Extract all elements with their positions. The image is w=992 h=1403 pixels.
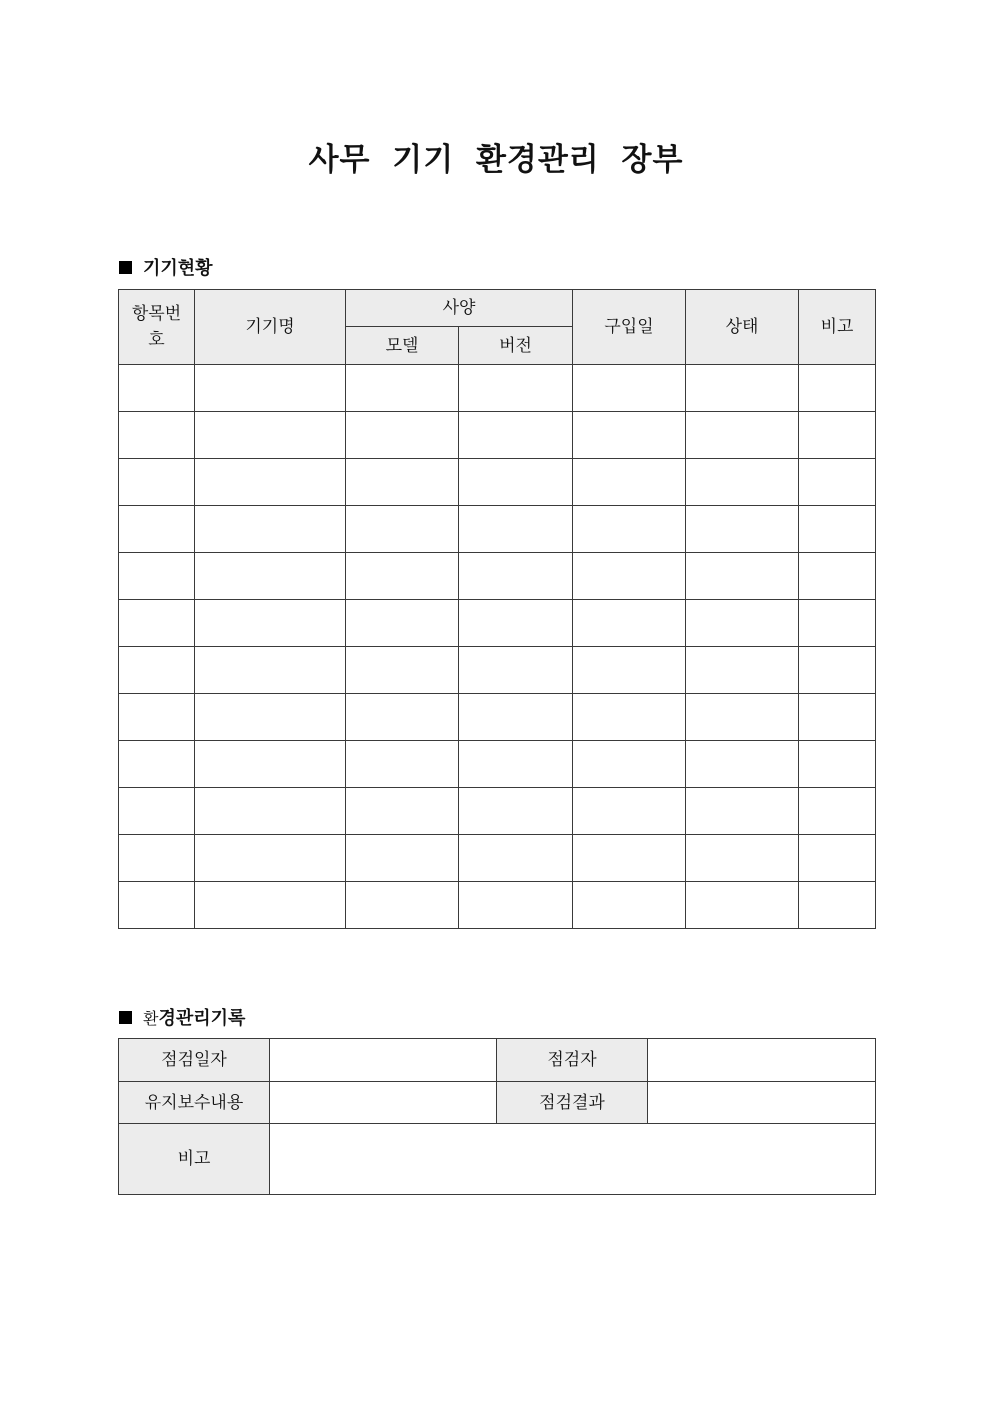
header-model: 모델	[346, 327, 459, 365]
header-status: 상태	[686, 290, 799, 365]
cell-purchase-date[interactable]	[573, 835, 686, 882]
cell-status[interactable]	[686, 694, 799, 741]
cell-item-no[interactable]	[119, 835, 195, 882]
cell-item-no[interactable]	[119, 506, 195, 553]
cell-device-name[interactable]	[195, 835, 346, 882]
cell-purchase-date[interactable]	[573, 741, 686, 788]
cell-item-no[interactable]	[119, 600, 195, 647]
cell-version[interactable]	[459, 882, 573, 929]
cell-model[interactable]	[346, 835, 459, 882]
label-inspector: 점검자	[497, 1039, 648, 1082]
cell-status[interactable]	[686, 835, 799, 882]
cell-version[interactable]	[459, 365, 573, 412]
cell-purchase-date[interactable]	[573, 647, 686, 694]
cell-model[interactable]	[346, 553, 459, 600]
cell-model[interactable]	[346, 600, 459, 647]
label-maintenance: 유지보수내용	[119, 1082, 270, 1124]
section-heading-equipment	[119, 254, 213, 280]
table-row	[119, 412, 876, 459]
cell-item-no[interactable]	[119, 741, 195, 788]
table-row	[119, 882, 876, 929]
header-item-no: 항목번호	[119, 290, 195, 365]
cell-purchase-date[interactable]	[573, 788, 686, 835]
header-version: 버전	[459, 327, 573, 365]
cell-device-name[interactable]	[195, 741, 346, 788]
table-row	[119, 553, 876, 600]
cell-status[interactable]	[686, 365, 799, 412]
cell-remarks[interactable]	[799, 365, 876, 412]
table-row	[119, 835, 876, 882]
cell-remarks[interactable]	[799, 882, 876, 929]
cell-device-name[interactable]	[195, 412, 346, 459]
square-bullet-icon	[119, 1011, 132, 1024]
cell-status[interactable]	[686, 412, 799, 459]
cell-item-no[interactable]	[119, 459, 195, 506]
value-inspector[interactable]	[648, 1039, 876, 1082]
cell-version[interactable]	[459, 694, 573, 741]
header-purchase-date: 구입일	[573, 290, 686, 365]
cell-device-name[interactable]	[195, 365, 346, 412]
cell-item-no[interactable]	[119, 365, 195, 412]
cell-item-no[interactable]	[119, 647, 195, 694]
cell-purchase-date[interactable]	[573, 694, 686, 741]
table-row	[119, 741, 876, 788]
cell-version[interactable]	[459, 553, 573, 600]
label-result: 점검결과	[497, 1082, 648, 1124]
cell-purchase-date[interactable]	[573, 553, 686, 600]
cell-model[interactable]	[346, 412, 459, 459]
cell-remarks[interactable]	[799, 835, 876, 882]
cell-status[interactable]	[686, 553, 799, 600]
cell-model[interactable]	[346, 365, 459, 412]
cell-version[interactable]	[459, 600, 573, 647]
cell-item-no[interactable]	[119, 412, 195, 459]
cell-item-no[interactable]	[119, 788, 195, 835]
cell-item-no[interactable]	[119, 882, 195, 929]
cell-device-name[interactable]	[195, 459, 346, 506]
page-title: 사무 기기 환경관리 장부	[308, 142, 684, 178]
cell-item-no[interactable]	[119, 553, 195, 600]
cell-status[interactable]	[686, 600, 799, 647]
table-row	[119, 506, 876, 553]
header-device-name: 기기명	[195, 290, 346, 365]
cell-version[interactable]	[459, 459, 573, 506]
cell-purchase-date[interactable]	[573, 600, 686, 647]
cell-model[interactable]	[346, 788, 459, 835]
cell-model[interactable]	[346, 647, 459, 694]
cell-remarks[interactable]	[799, 741, 876, 788]
cell-status[interactable]	[686, 506, 799, 553]
section-heading-text: 경관리기록	[158, 1008, 246, 1029]
cell-device-name[interactable]	[195, 882, 346, 929]
record-table	[118, 1038, 876, 1195]
cell-remarks[interactable]	[799, 600, 876, 647]
table-row	[119, 788, 876, 835]
cell-status[interactable]	[686, 647, 799, 694]
value-result[interactable]	[648, 1082, 876, 1124]
cell-purchase-date[interactable]	[573, 365, 686, 412]
table-row	[119, 365, 876, 412]
header-remarks: 비고	[799, 290, 876, 365]
value-remarks[interactable]	[270, 1124, 876, 1195]
cell-version[interactable]	[459, 835, 573, 882]
cell-model[interactable]	[346, 882, 459, 929]
value-inspection-date[interactable]	[270, 1039, 497, 1082]
cell-item-no[interactable]	[119, 694, 195, 741]
cell-purchase-date[interactable]	[573, 882, 686, 929]
section-heading-prefix: 환	[143, 1008, 159, 1028]
header-spec: 사양	[346, 290, 573, 327]
value-maintenance[interactable]	[270, 1082, 497, 1124]
cell-version[interactable]	[459, 412, 573, 459]
cell-purchase-date[interactable]	[573, 506, 686, 553]
square-bullet-icon	[119, 261, 132, 274]
label-remarks: 비고	[119, 1124, 270, 1195]
cell-purchase-date[interactable]	[573, 459, 686, 506]
cell-device-name[interactable]	[195, 506, 346, 553]
table-row	[119, 647, 876, 694]
cell-status[interactable]	[686, 788, 799, 835]
section-heading-record	[119, 1004, 245, 1030]
cell-purchase-date[interactable]	[573, 412, 686, 459]
cell-device-name[interactable]	[195, 600, 346, 647]
cell-version[interactable]	[459, 741, 573, 788]
cell-remarks[interactable]	[799, 788, 876, 835]
cell-status[interactable]	[686, 741, 799, 788]
cell-version[interactable]	[459, 788, 573, 835]
cell-model[interactable]	[346, 741, 459, 788]
section-heading-text: 기기현황	[143, 258, 213, 279]
cell-version[interactable]	[459, 647, 573, 694]
cell-remarks[interactable]	[799, 553, 876, 600]
cell-model[interactable]	[346, 694, 459, 741]
cell-remarks[interactable]	[799, 647, 876, 694]
cell-model[interactable]	[346, 459, 459, 506]
cell-remarks[interactable]	[799, 506, 876, 553]
cell-status[interactable]	[686, 882, 799, 929]
cell-remarks[interactable]	[799, 412, 876, 459]
cell-device-name[interactable]	[195, 553, 346, 600]
cell-device-name[interactable]	[195, 647, 346, 694]
cell-remarks[interactable]	[799, 459, 876, 506]
cell-model[interactable]	[346, 506, 459, 553]
cell-version[interactable]	[459, 506, 573, 553]
equipment-table	[118, 289, 876, 929]
label-inspection-date: 점검일자	[119, 1039, 270, 1082]
cell-remarks[interactable]	[799, 694, 876, 741]
cell-device-name[interactable]	[195, 694, 346, 741]
table-row	[119, 694, 876, 741]
table-row	[119, 600, 876, 647]
cell-status[interactable]	[686, 459, 799, 506]
cell-device-name[interactable]	[195, 788, 346, 835]
table-row	[119, 459, 876, 506]
